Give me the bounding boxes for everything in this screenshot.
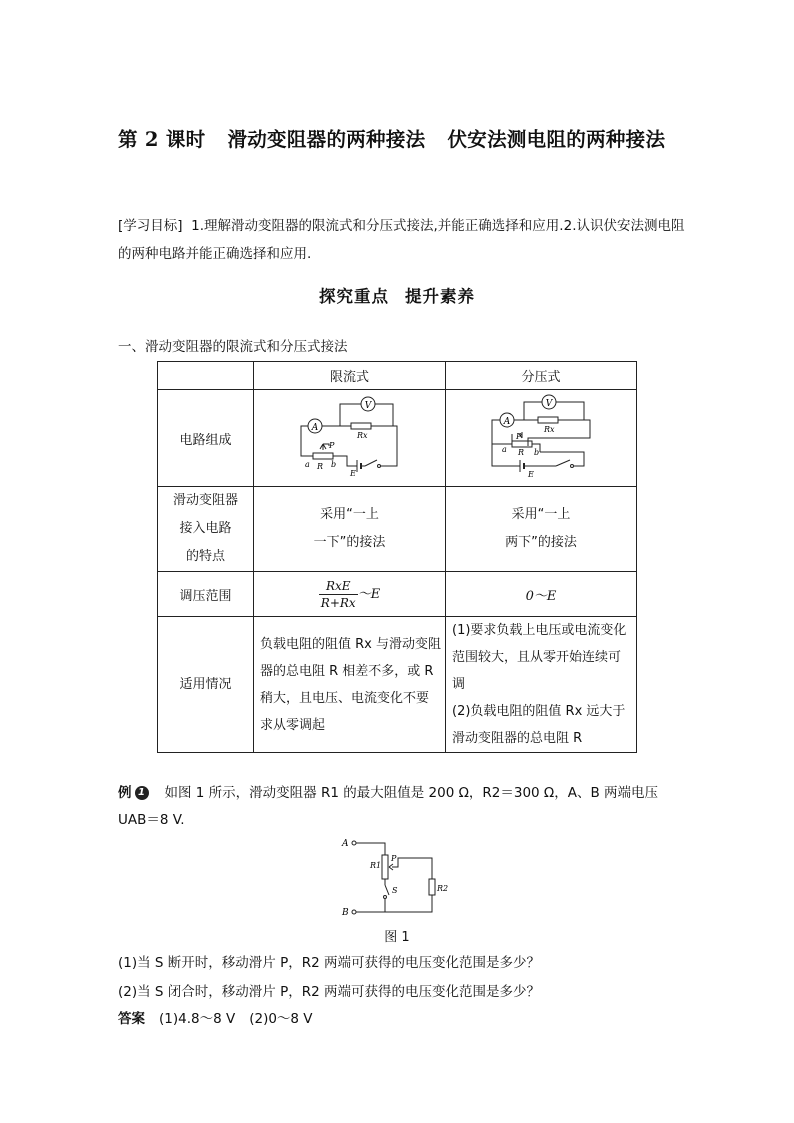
answer-label: 答案 xyxy=(118,1011,145,1027)
answer-part-2: (2)0～8 V xyxy=(249,1011,313,1027)
limit-range-tail: ～E xyxy=(357,586,381,602)
table-header-row xyxy=(158,362,637,390)
question-1: (1)当 S 断开时，移动滑片 P，R2 两端可获得的电压变化范围是多少？ xyxy=(118,955,540,971)
section-heading-part2: 提升素养 xyxy=(405,287,475,306)
objective-text: 1.理解滑动变阻器的限流式和分压式接法,并能正确选择和应用.2.认识伏安法测电阻的两种电路并能正确选择和应用. xyxy=(118,218,685,262)
divider-usage-item: (1)要求负载上电压或电流变化范围较大，且从零开始连续可调 xyxy=(452,623,627,692)
example-number-badge: 1 xyxy=(135,786,149,800)
range-row-label: 调压范围 xyxy=(158,572,254,617)
limit-slider-label: P xyxy=(328,441,334,450)
example-problem xyxy=(118,780,688,834)
limit-rx-label: Rx xyxy=(356,431,368,440)
divider-end-a-label: a xyxy=(502,445,507,454)
limit-range-cell xyxy=(254,572,446,617)
question-2: (2)当 S 闭合时，移动滑片 P，R2 两端可获得的电压变化范围是多少？ xyxy=(118,984,540,1000)
title-part-lesson: 第 2 课时 xyxy=(118,128,206,151)
divider-circuit-cell xyxy=(446,390,637,487)
feature-label-line: 的特点 xyxy=(185,549,225,564)
divider-range-cell: 0～E xyxy=(446,572,637,617)
limit-range-fraction xyxy=(319,578,358,611)
divider-voltmeter-label: V xyxy=(545,399,553,409)
divider-rheostat-label: R xyxy=(518,448,525,457)
feature-label-line: 滑动变阻器 xyxy=(172,493,238,508)
figure-label-r1: R1 xyxy=(370,861,382,870)
lesson-title xyxy=(118,118,688,162)
circuit-row-label: 电路组成 xyxy=(158,390,254,487)
usage-row-label: 适用情况 xyxy=(158,617,254,753)
limit-feature-line: 一下”的接法 xyxy=(313,535,386,550)
limit-usage-cell: 负载电阻的阻值 Rx 与滑动变阻器的总电阻 R 相差不多，或 R 稍大，且电压、电流变化不要求从零调起 xyxy=(254,617,446,753)
example-text: 如图 1 所示，滑动变阻器 R1 的最大阻值是 200 Ω，R2＝300 Ω，A、B 两端电压 UAB＝8 V. xyxy=(118,785,659,828)
table-row-usage xyxy=(158,617,637,753)
divider-usage-cell xyxy=(446,617,637,753)
limit-rheostat-label: R xyxy=(316,462,323,471)
section-heading-part1: 探究重点 xyxy=(319,287,389,306)
figure-label-r2: R2 xyxy=(437,884,449,893)
divider-ammeter-label: A xyxy=(503,417,511,427)
section-heading xyxy=(0,283,794,307)
figure-caption: 图 1 xyxy=(384,930,410,945)
feature-row-label xyxy=(158,487,254,572)
title-part-rheostat: 滑动变阻器的两种接法 xyxy=(227,128,426,151)
divider-slider-label: P xyxy=(516,432,522,441)
divider-rx-label: Rx xyxy=(544,425,555,434)
divider-battery-label: E xyxy=(528,470,534,478)
divider-circuit-diagram xyxy=(486,394,596,478)
limit-end-b-label: b xyxy=(330,460,336,469)
figure-label-a: A xyxy=(342,839,349,849)
fraction-denominator: R+Rx xyxy=(320,595,356,610)
header-cell-divider: 分压式 xyxy=(446,362,637,390)
limit-feature-cell xyxy=(254,487,446,572)
comparison-table xyxy=(157,361,637,753)
limit-ammeter-label: A xyxy=(311,423,318,433)
answer-part-1: (1)4.8～8 V xyxy=(159,1011,236,1027)
limit-battery-label: E xyxy=(349,469,356,478)
header-cell-empty xyxy=(158,362,254,390)
header-cell-limit: 限流式 xyxy=(254,362,446,390)
fraction-numerator: RxE xyxy=(319,578,358,595)
answer-line xyxy=(118,1007,313,1027)
example-label: 例 xyxy=(118,785,132,801)
divider-usage-item: (2)负载电阻的阻值 Rx 远大于滑动变阻器的总电阻 R xyxy=(452,704,626,746)
divider-end-b-label: b xyxy=(534,448,540,457)
divider-feature-line: 采用“一上 xyxy=(511,507,571,522)
figure-label-p: P xyxy=(391,854,397,863)
feature-label-line: 接入电路 xyxy=(179,521,232,536)
learning-objectives xyxy=(118,212,688,268)
figure-label-b: B xyxy=(342,908,349,918)
divider-feature-cell xyxy=(446,487,637,572)
limit-circuit-diagram xyxy=(295,394,405,478)
subsection-heading: 一、滑动变阻器的限流式和分压式接法 xyxy=(118,339,348,355)
objective-label: [学习目标] xyxy=(118,218,183,234)
limit-feature-line: 采用“一上 xyxy=(320,507,379,522)
table-row-feature xyxy=(158,487,637,572)
figure-label-s: S xyxy=(392,886,398,895)
table-row-range xyxy=(158,572,637,617)
limit-end-a-label: a xyxy=(304,460,310,469)
title-part-voltammetry: 伏安法测电阻的两种接法 xyxy=(447,128,666,151)
limit-circuit-cell xyxy=(254,390,446,487)
divider-feature-line: 两下”的接法 xyxy=(505,535,577,550)
table-row-circuit xyxy=(158,390,637,487)
limit-voltmeter-label: V xyxy=(364,401,371,411)
